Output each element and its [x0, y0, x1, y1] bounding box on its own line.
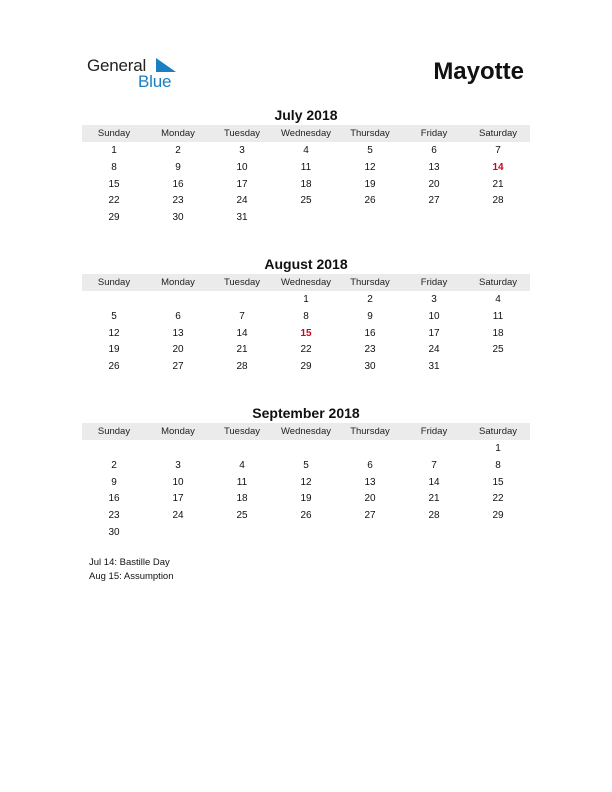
- weekday-label: Wednesday: [281, 128, 331, 139]
- day-cell: 28: [492, 195, 504, 207]
- weekday-label: Thursday: [350, 128, 390, 139]
- day-cell: 5: [303, 459, 309, 471]
- empty-day-cell: [338, 441, 402, 458]
- day-cell: 10: [236, 161, 248, 173]
- day-cell: 3: [239, 145, 245, 156]
- weekday-label: Saturday: [478, 277, 518, 288]
- holiday-note: Aug 15: Assumption: [89, 571, 174, 582]
- weekday-header: [82, 423, 530, 440]
- day-cell: 3: [175, 459, 181, 471]
- empty-day-cell: [274, 441, 338, 458]
- holiday-notes: [89, 556, 174, 584]
- day-cell: 17: [428, 327, 440, 339]
- day-cell: 17: [236, 178, 248, 190]
- day-cell: 9: [367, 310, 373, 322]
- day-cell: 30: [108, 526, 120, 538]
- day-cell: 19: [300, 493, 312, 505]
- holiday-note: Jul 14: Bastille Day: [89, 557, 170, 568]
- day-cell: 22: [108, 195, 120, 207]
- day-cell: 15: [300, 327, 312, 339]
- day-cell: 22: [300, 344, 312, 356]
- day-cell: 25: [236, 510, 248, 522]
- day-cell: 24: [428, 344, 440, 356]
- day-cell: 24: [172, 510, 184, 522]
- day-cell: 6: [367, 459, 373, 471]
- day-cell: 28: [236, 361, 248, 373]
- day-cell: 26: [364, 195, 376, 207]
- empty-day-cell: [210, 292, 274, 309]
- day-cell: 11: [492, 310, 504, 322]
- day-cell: 7: [239, 310, 245, 322]
- weekday-header: [82, 125, 530, 142]
- weekday-label: Tuesday: [223, 128, 261, 139]
- month-title: September 2018: [252, 405, 360, 421]
- weekday-label: Sunday: [97, 426, 131, 437]
- day-cell: 18: [236, 493, 248, 505]
- day-cell: 18: [492, 327, 504, 339]
- day-cell: 20: [172, 344, 184, 356]
- day-cell: 4: [495, 294, 501, 305]
- day-cell: 3: [431, 294, 437, 305]
- day-cell: 2: [175, 145, 181, 156]
- day-cell: 12: [108, 327, 120, 339]
- day-cell: 20: [428, 178, 440, 190]
- day-cell: 1: [303, 294, 309, 305]
- day-cell: 9: [175, 161, 181, 173]
- day-cell: 5: [111, 310, 117, 322]
- day-cell: 6: [431, 145, 437, 156]
- day-cell: 23: [172, 195, 184, 207]
- day-cell: 19: [364, 178, 376, 190]
- weekday-label: Tuesday: [223, 426, 261, 437]
- day-cell: 23: [364, 344, 376, 356]
- day-cell: 7: [495, 145, 501, 156]
- day-cell: 27: [172, 361, 184, 373]
- day-cell: 23: [108, 510, 120, 522]
- day-cell: 31: [428, 361, 440, 373]
- day-cell: 4: [303, 145, 309, 156]
- day-cell: 11: [236, 476, 248, 488]
- day-cell: 11: [300, 161, 312, 173]
- weekday-label: Thursday: [350, 277, 390, 288]
- logo-text-blue: Blue: [138, 72, 172, 91]
- day-cell: 21: [428, 493, 440, 505]
- day-cell: 14: [492, 161, 504, 173]
- empty-day-cell: [82, 441, 146, 458]
- day-cell: 12: [364, 161, 376, 173]
- day-cell: 8: [303, 310, 309, 322]
- day-grid: [82, 142, 530, 227]
- day-cell: 16: [108, 493, 120, 505]
- day-cell: 2: [111, 459, 117, 471]
- day-cell: 30: [172, 212, 184, 224]
- day-cell: 13: [172, 327, 184, 339]
- month-august: [82, 256, 530, 376]
- day-cell: 30: [364, 361, 376, 373]
- weekday-label: Friday: [420, 128, 448, 139]
- weekday-label: Sunday: [97, 277, 131, 288]
- day-cell: 16: [172, 178, 184, 190]
- empty-day-cell: [402, 441, 466, 458]
- day-cell: 26: [108, 361, 120, 373]
- day-cell: 25: [300, 195, 312, 207]
- empty-day-cell: [82, 292, 146, 309]
- day-cell: 28: [428, 510, 440, 522]
- day-cell: 16: [364, 327, 376, 339]
- day-grid: [82, 440, 530, 542]
- day-cell: 22: [492, 493, 504, 505]
- weekday-label: Monday: [161, 426, 195, 437]
- day-cell: 13: [428, 161, 440, 173]
- day-cell: 8: [111, 161, 117, 173]
- day-cell: 21: [492, 178, 504, 190]
- day-cell: 19: [108, 344, 120, 356]
- month-title: July 2018: [274, 107, 338, 123]
- day-cell: 14: [236, 327, 248, 339]
- month-september: [82, 405, 530, 542]
- weekday-label: Monday: [161, 128, 195, 139]
- weekday-header: [82, 274, 530, 291]
- month-title: August 2018: [264, 256, 348, 272]
- day-grid: [82, 291, 530, 376]
- day-cell: 1: [495, 443, 501, 454]
- day-cell: 20: [364, 493, 376, 505]
- day-cell: 27: [428, 195, 440, 207]
- day-cell: 26: [300, 510, 312, 522]
- weekday-label: Sunday: [97, 128, 131, 139]
- empty-day-cell: [146, 441, 210, 458]
- day-cell: 15: [108, 178, 120, 190]
- country-title: Mayotte: [433, 58, 524, 85]
- day-cell: 4: [239, 459, 245, 471]
- weekday-label: Friday: [420, 277, 448, 288]
- weekday-label: Saturday: [478, 128, 518, 139]
- day-cell: 6: [175, 310, 181, 322]
- day-cell: 9: [111, 476, 117, 488]
- weekday-label: Thursday: [350, 426, 390, 437]
- day-cell: 15: [492, 476, 504, 488]
- logo-text-general: General: [87, 56, 147, 75]
- day-cell: 14: [428, 476, 440, 488]
- day-cell: 13: [364, 476, 376, 488]
- day-cell: 10: [172, 476, 184, 488]
- day-cell: 27: [364, 510, 376, 522]
- empty-day-cell: [210, 441, 274, 458]
- day-cell: 5: [367, 145, 373, 156]
- month-july: [82, 107, 530, 227]
- empty-day-cell: [146, 292, 210, 309]
- day-cell: 12: [300, 476, 312, 488]
- day-cell: 10: [428, 310, 440, 322]
- day-cell: 8: [495, 459, 501, 471]
- weekday-label: Monday: [161, 277, 195, 288]
- logo-triangle-icon: [156, 58, 176, 72]
- weekday-label: Wednesday: [281, 277, 331, 288]
- weekday-label: Saturday: [478, 426, 518, 437]
- weekday-label: Friday: [420, 426, 448, 437]
- day-cell: 17: [172, 493, 184, 505]
- day-cell: 29: [108, 212, 120, 224]
- day-cell: 31: [236, 212, 248, 224]
- day-cell: 7: [431, 459, 437, 471]
- day-cell: 2: [367, 294, 373, 305]
- day-cell: 24: [236, 195, 248, 207]
- weekday-label: Wednesday: [281, 426, 331, 437]
- day-cell: 29: [492, 510, 504, 522]
- day-cell: 1: [111, 145, 117, 156]
- day-cell: 29: [300, 361, 312, 373]
- day-cell: 25: [492, 344, 504, 356]
- generalblue-logo: [87, 56, 187, 92]
- day-cell: 18: [300, 178, 312, 190]
- day-cell: 21: [236, 344, 248, 356]
- weekday-label: Tuesday: [223, 277, 261, 288]
